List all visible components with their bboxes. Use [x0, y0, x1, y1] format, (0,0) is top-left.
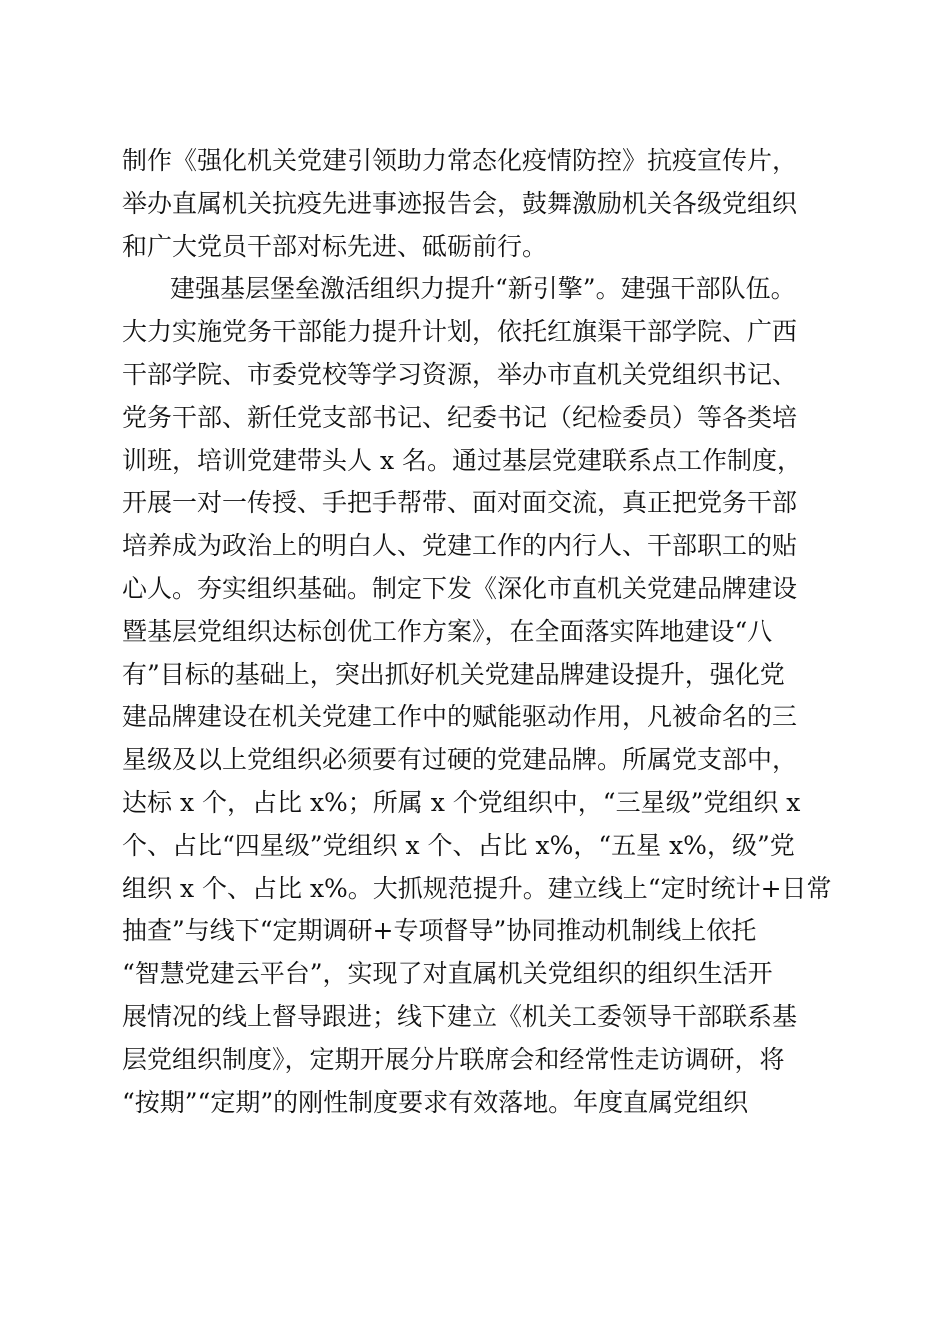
text-line: 有”目标的基础上，突出抓好机关党建品牌建设提升，强化党	[122, 659, 785, 689]
text-line: 建品牌建设在机关党建工作中的赋能驱动作用，凡被命名的三	[122, 702, 798, 732]
text-line: “智慧党建云平台”，实现了对直属机关党组织的组织生活开	[122, 959, 773, 989]
text-line: 达标 x 个，占比 x%；所属 x 个党组织中，“三星级”党组织 x	[122, 787, 801, 817]
text-line: 组织 x 个、占比 x%。大抓规范提升。建立线上“定时统计+日常	[122, 873, 832, 903]
text-line: 党务干部、新任党支部书记、纪委书记（纪检委员）等各类培	[122, 402, 798, 432]
text-line: 大力实施党务干部能力提升计划，依托红旗渠干部学院、广西	[122, 317, 798, 347]
text-line: 个、占比“四星级”党组织 x 个、占比 x%，“五星 x%，级”党	[122, 830, 795, 860]
text-line: 心人。夯实组织基础。制定下发《深化市直机关党建品牌建设	[122, 573, 798, 603]
text-line: 制作《强化机关党建引领助力常态化疫情防控》抗疫宣传片，	[122, 146, 798, 175]
text-line: 培养成为政治上的明白人、党建工作的内行人、干部职工的贴	[122, 531, 798, 561]
text-line: “按期”“定期”的刚性制度要求有效落地。年度直属党组织	[122, 1087, 749, 1117]
text-line: 星级及以上党组织必须要有过硬的党建品牌。所属党支部中，	[122, 745, 798, 775]
text-line: 和广大党员干部对标先进、砥砺前行。	[122, 231, 548, 261]
text-line: 开展一对一传授、手把手帮带、面对面交流，真正把党务干部	[122, 488, 798, 518]
text-line: 展情况的线上督导跟进；线下建立《机关工委领导干部联系基	[122, 1001, 798, 1031]
text-line: 暨基层党组织达标创优工作方案》，在全面落实阵地建设“八	[122, 616, 773, 646]
paragraph-first-line: 建强基层堡垒激活组织力提升“新引擎”。建强干部队伍。	[170, 274, 796, 304]
text-line: 层党组织制度》，定期开展分片联席会和经常性走访调研，将	[122, 1044, 785, 1074]
text-line: 训班，培训党建带头人 x 名。通过基层党建联系点工作制度，	[122, 445, 802, 475]
text-line: 举办直属机关抗疫先进事迹报告会，鼓舞激励机关各级党组织	[122, 188, 798, 218]
text-line: 干部学院、市委党校等学习资源，举办市直机关党组织书记、	[122, 359, 798, 389]
text-line: 抽查”与线下“定期调研+专项督导”协同推动机制线上依托	[122, 916, 757, 946]
body-text	[122, 140, 832, 1124]
